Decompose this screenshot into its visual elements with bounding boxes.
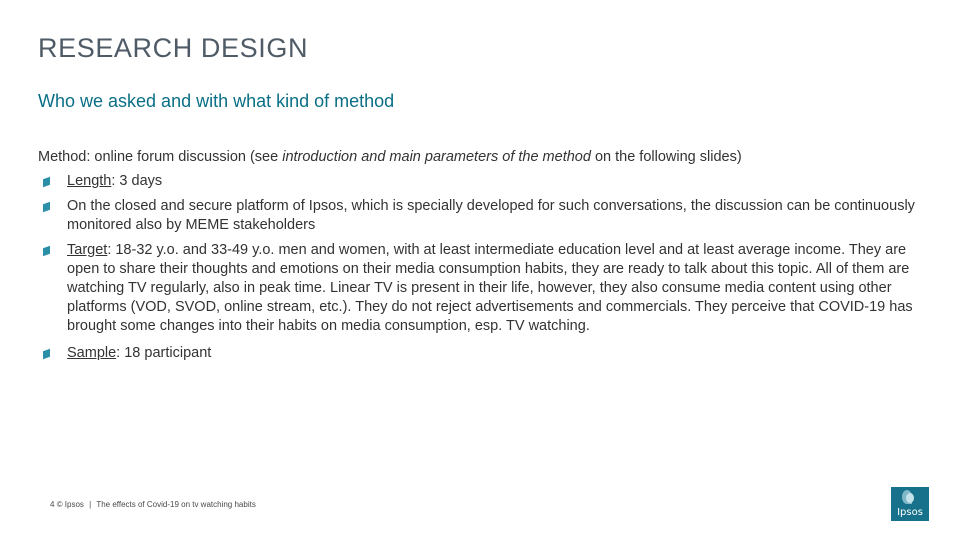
- bullet-label: Target: [67, 242, 108, 258]
- bullet-marker-icon: [43, 202, 50, 213]
- bullet-label: Sample: [67, 345, 117, 361]
- bullet-sample: [38, 344, 938, 363]
- bullet-text: On the closed and secure platform of Ipsos, which is specially developed for such conversations, the discussion can be continuously monitored also by MEME stakeholders: [67, 198, 915, 233]
- bullet-target: [38, 241, 938, 336]
- bullet-marker-icon: [43, 349, 50, 360]
- bullet-platform: [38, 197, 938, 235]
- bullet-text: : 3 days: [111, 173, 163, 189]
- footer-caption: The effects of Covid-19 on tv watching habits: [96, 500, 256, 509]
- bullet-marker-icon: [43, 246, 50, 257]
- page-number: 4: [50, 500, 55, 509]
- logo-text: Ipsos: [897, 507, 923, 518]
- bullet-list: [38, 172, 938, 369]
- bullet-marker-icon: [43, 177, 50, 188]
- ipsos-logo: [891, 487, 929, 521]
- bullet-text: : 18-32 y.o. and 33-49 y.o. men and women, with at least intermediate education level and at least average income. They are open to share their thoughts and emotions on their media consumption habits, they are ready to talk about this topic. All of them are watching TV regularly, also in peak time. Linear TV is present in their life, however, they also consume media content using other platforms (VOD, SVOD, online stream, etc.). They do not reject advertisements and commercials. They perceive that COVID-19 has brought some changes into their habits on media consumption, esp. TV watching.: [67, 242, 913, 334]
- method-prefix: Method: online forum discussion (see: [38, 149, 283, 165]
- footer-copyright: © Ipsos: [56, 500, 84, 509]
- bullet-label: Length: [67, 173, 112, 189]
- bullet-length: [38, 172, 938, 191]
- footer: [50, 500, 256, 509]
- ipsos-logo-accent-icon: [906, 493, 914, 503]
- bullet-text: : 18 participant: [116, 345, 212, 361]
- footer-separator: |: [89, 500, 92, 509]
- method-suffix: on the following slides): [590, 149, 742, 165]
- method-italic: introduction and main parameters of the method: [282, 149, 591, 165]
- method-description: [38, 148, 742, 167]
- page-title: RESEARCH DESIGN: [38, 33, 309, 63]
- page-subtitle: Who we asked and with what kind of method: [38, 91, 395, 111]
